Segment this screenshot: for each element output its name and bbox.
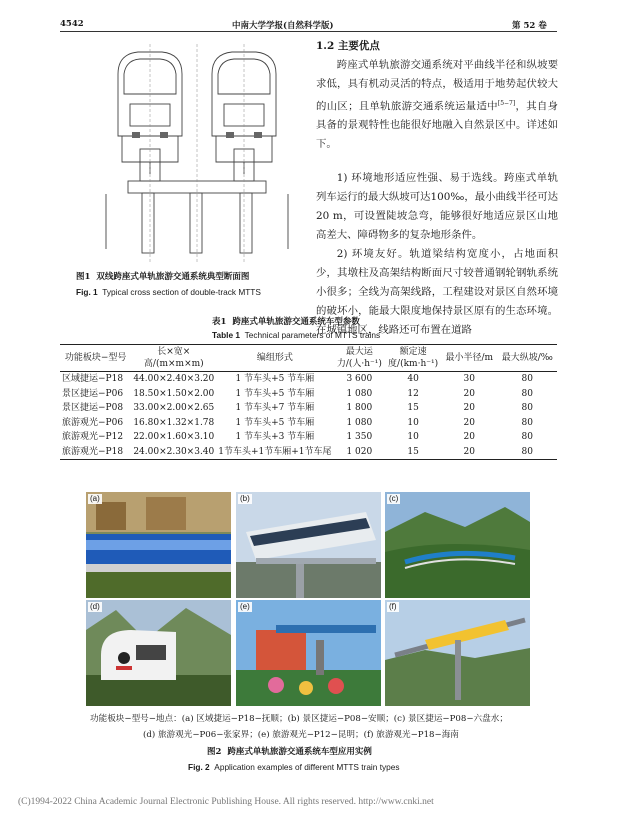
table-header: 最大运力/(人·h⁻¹) [334,345,386,372]
table-cell: 20 [463,417,475,428]
table-row [60,372,557,387]
photo-f-tourist-sightseeing [385,600,530,706]
table-row [60,416,557,431]
table-cell: 1 080 [346,417,373,428]
figure2-caption-en-text: Application examples of different MTTS train types [214,762,400,772]
table-header: 长×宽×高/(m×m×m) [131,345,216,372]
table-header: 编组形式 [216,345,333,372]
figure2-subcaption-1: 功能板块−型号−地点：(a) 区域捷运−P18−抚顺；(b) 景区捷运−P08−安顺；(c) 景区捷运−P08−六盘水； [90,714,508,724]
paragraph-1-text: 跨座式单轨旅游交通系统对平曲线半径和纵坡要求低，具有机动灵活的特点，极适用于地势起伏较大的山区；且单轨旅游交通系统运量适中 [316,59,558,113]
table-cell: 40 [407,374,419,384]
table-cell: 80 [521,417,533,428]
photo-b-scenic-express [236,492,381,598]
table-header: 最小半径/m [441,345,498,372]
table-cell: 1节车头+1节车厢+1节车尾 [218,446,332,457]
figure2-label-cn: 图2 [207,747,222,757]
table-cell: 10 [407,432,419,442]
table-cell: 1 节车头+3 节车厢 [235,432,315,442]
section-heading: 1.2 主要优点 [316,40,380,52]
photo-label-c: (c) [389,494,399,503]
table-cell: 1 节车头+7 节车厢 [235,403,315,413]
table-cell: 1 020 [346,446,373,457]
volume-label: 第 52 卷 [512,21,547,31]
page-number: 4542 [60,19,84,29]
table-cell: 44.00×2.40×3.20 [133,374,215,384]
figure2-label-en: Fig. 2 [188,762,210,772]
table-cell: 16.80×1.32×1.78 [133,417,215,428]
table-row [60,387,557,402]
photo-label-a: (a) [90,494,100,503]
table-cell: 3 600 [346,374,373,384]
table1-label-en: Table 1 [212,330,240,340]
table-cell: 20 [463,403,475,413]
paragraph-1-text-end: ，其自身具备的景观特性也能很好地融入自然景区中。详述如下。 [316,100,559,151]
table-header-row [60,345,557,372]
citation: [5−7] [497,100,516,107]
table-cell: 12 [407,388,419,399]
figure2-caption-cn-text: 跨座式单轨旅游交通系统车型应用实例 [227,747,372,757]
table-row [60,401,557,416]
table-cell: 20 [463,432,475,442]
copyright-footer: (C)1994-2022 China Academic Journal Electronic Publishing House. All rights reserved. http://www.cnki.net [18,797,434,807]
photo-c-scenic-express-mountain [385,492,530,598]
figure1-label-cn: 图1 [76,272,91,282]
table1-caption-cn [212,315,360,327]
table-cell: 22.00×1.60×3.10 [133,432,215,442]
table-row [60,430,557,445]
figure1-caption-en [76,287,261,297]
table-cell: 景区捷运−P08 [62,403,124,413]
table-cell: 80 [521,388,533,399]
table-cell: 18.50×1.50×2.00 [133,388,215,399]
table-cell: 20 [463,388,475,399]
table1-caption-en [212,330,380,340]
figure1-caption-cn-text: 双线跨座式单轨旅游交通系统典型断面图 [96,272,250,282]
table-header: 额定速度/(km·h⁻¹) [385,345,441,372]
table-cell: 30 [463,374,475,384]
figure1-cross-section-drawing [100,44,295,266]
table-cell: 15 [407,446,419,457]
figure1-caption-cn [76,270,249,282]
paragraph-3: 2) 环境友好。轨道梁结构宽度小，占地面积少，其墩柱及高架结构断面尺寸较普通钢轮钢轨系统小很多；全线为高架线路，工程建设对景区自然环境的破坏小，能最大限度地保持景区原有的生态环境。在城镇地区，线路还可布置在道路 [316,248,558,336]
table-cell: 15 [407,403,419,413]
photo-label-e: (e) [240,602,250,611]
table-cell: 1 节车头+5 节车厢 [235,417,315,428]
journal-title: 中南大学学报(自然科学版) [232,21,334,31]
table-cell: 24.00×2.30×3.40 [133,446,215,457]
table1-caption-cn-text: 跨座式单轨旅游交通系统车型参数 [232,317,360,327]
table-cell: 80 [521,403,533,413]
table-header: 最大纵坡/‰ [498,345,557,372]
table-cell: 80 [521,432,533,442]
table-cell: 33.00×2.00×2.65 [133,403,215,413]
table-cell: 20 [463,446,475,457]
table1-label-cn: 表1 [212,317,227,327]
figure1-label-en: Fig. 1 [76,287,98,297]
table-cell: 1 800 [346,403,373,413]
paragraph-1 [316,56,558,154]
table-cell: 旅游观光−P18 [62,446,124,457]
table-header: 功能板块−型号 [60,345,131,372]
photo-a-regional-express [86,492,231,598]
figure2-caption-en [188,762,400,772]
table-cell: 1 节车头+5 节车厢 [235,388,315,399]
paragraph-2: 1) 环境地形适应性强、易于选线。跨座式单轨列车运行的最大纵坡可达100‰，最小曲线半径可达20 m，可设置陡坡急弯，能够很好地适应景区山地高差大、障碍物多的复杂地形条件。 [316,172,558,241]
table-cell: 景区捷运−P06 [62,388,124,399]
table-cell: 80 [521,374,533,384]
table-cell: 10 [407,417,419,428]
table-cell: 80 [521,446,533,457]
table-cell: 旅游观光−P06 [62,417,124,428]
table1 [60,344,557,460]
photo-d-tourist-sightseeing [86,600,231,706]
figure1-caption-en-text: Typical cross section of double-track MTTS [102,287,261,297]
figure2-caption-cn [207,745,372,757]
table-cell: 区域捷运−P18 [62,374,124,384]
figure2-subcaption-2: (d) 旅游观光−P06−张家界；(e) 旅游观光−P12−昆明；(f) 旅游观光−P18−海南 [143,730,459,740]
photo-label-f: (f) [389,602,397,611]
table-row [60,445,557,460]
table-cell: 1 节车头+5 节车厢 [235,374,315,384]
header-rule [60,31,557,32]
table-cell: 1 350 [346,432,373,442]
photo-label-b: (b) [240,494,250,503]
photo-label-d: (d) [90,602,100,611]
table1-caption-en-text: Technical parameters of MTTS trains [244,330,381,340]
table-cell: 1 080 [346,388,373,399]
photo-e-tourist-sightseeing [236,600,381,706]
table-cell: 旅游观光−P12 [62,432,124,442]
